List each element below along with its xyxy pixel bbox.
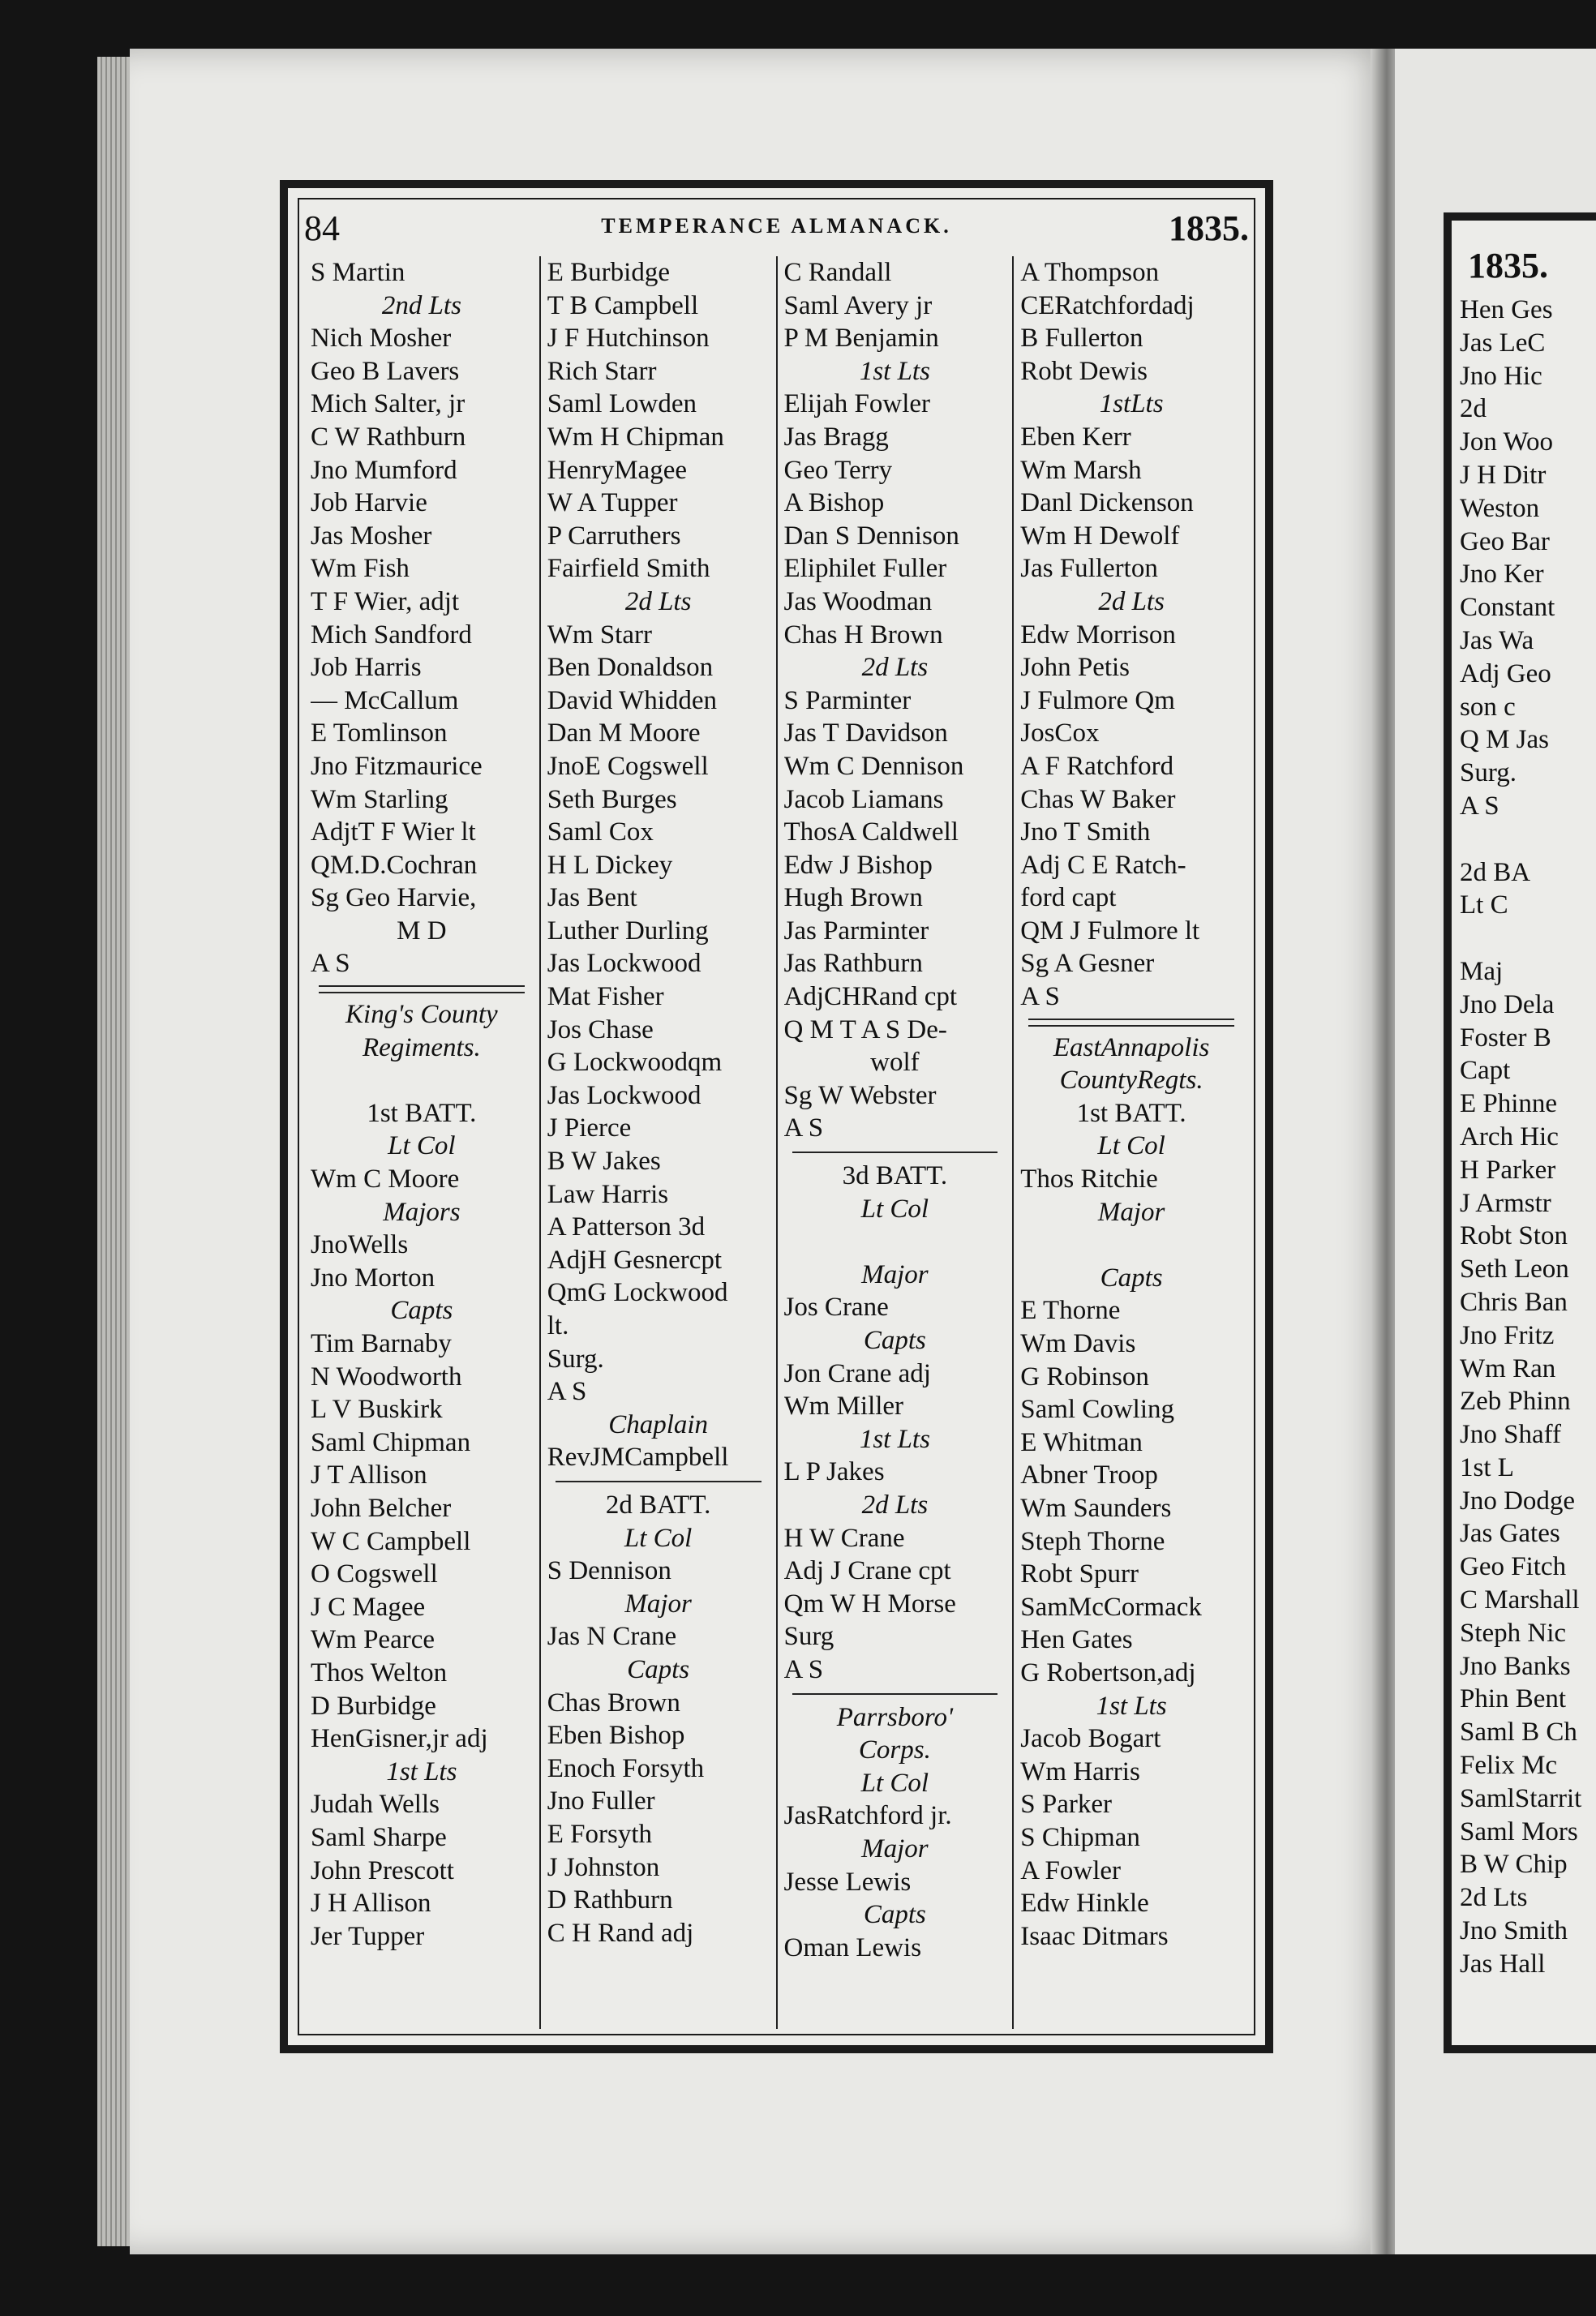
- section-heading: CountyRegts.: [1059, 1066, 1203, 1096]
- roster-entry: D Rathburn: [547, 1885, 673, 1915]
- roster-entry: T F Wier, adjt: [311, 586, 460, 616]
- roster-entry: Jas Bragg: [783, 422, 889, 452]
- roster-entry: Nich Mosher: [311, 324, 452, 354]
- section-divider: [792, 1693, 998, 1695]
- roster-entry: Jon Crane adj: [783, 1358, 931, 1388]
- section-heading: Major: [624, 1589, 692, 1619]
- section-heading: 3d BATT.: [842, 1161, 948, 1191]
- section-heading: 1stLts: [1099, 389, 1164, 419]
- roster-entry: J T Allison: [311, 1460, 427, 1490]
- roster-entry: Thos Ritchie: [1020, 1164, 1158, 1194]
- roster-entry: P Carruthers: [547, 521, 681, 551]
- roster-column: [776, 256, 1013, 2029]
- roster-entry: Isaac Ditmars: [1020, 1921, 1169, 1951]
- roster-entry: Jesse Lewis: [783, 1867, 912, 1897]
- roster-column: [304, 256, 539, 2029]
- roster-entry: Sg Geo Harvie,: [311, 883, 477, 913]
- roster-entry: Ben Donaldson: [547, 653, 714, 683]
- roster-entry: Saml Chipman: [311, 1427, 471, 1457]
- roster-entry: A Fowler: [1020, 1855, 1121, 1885]
- section-heading: Corps.: [858, 1735, 931, 1765]
- right-page-entry: B W Chip: [1460, 1850, 1568, 1880]
- section-heading: Chaplain: [608, 1409, 709, 1439]
- roster-entry: Geo Terry: [783, 455, 893, 485]
- roster-entry: ford capt: [1020, 883, 1117, 913]
- roster-column: [539, 256, 776, 2029]
- roster-entry: AdjCHRand cpt: [783, 982, 958, 1012]
- right-page-entry: SamlStarrit: [1460, 1783, 1582, 1813]
- right-page-entry: Jno Ker: [1460, 560, 1544, 590]
- roster-entry: Chas Brown: [547, 1688, 680, 1718]
- roster-entry: E Thorne: [1020, 1296, 1121, 1326]
- roster-entry: [311, 1064, 533, 1097]
- roster-entry: Wm C Dennison: [783, 751, 964, 781]
- right-page-entry: A S: [1460, 791, 1499, 821]
- roster-entry: Mat Fisher: [547, 982, 664, 1012]
- roster-entry: Saml Sharpe: [311, 1822, 447, 1852]
- roster-entry: CERatchfordadj: [1020, 290, 1195, 320]
- right-page-entry: 2d: [1460, 394, 1487, 424]
- roster-entry: Jno Fuller: [547, 1786, 655, 1816]
- section-heading: 2nd Lts: [381, 290, 461, 320]
- right-page-entry: Jno Dela: [1460, 989, 1555, 1019]
- roster-entry: Q M T A S De-: [783, 1014, 947, 1044]
- right-page-entry: Phin Bent: [1460, 1684, 1567, 1714]
- section-divider: [792, 1152, 998, 1153]
- roster-entry: ThosA Caldwell: [783, 817, 959, 847]
- right-page-entry: [1460, 823, 1596, 856]
- roster-entry: Luther Durling: [547, 916, 709, 946]
- right-page-entry: J Armstr: [1460, 1188, 1551, 1218]
- roster-entry: P M Benjamin: [783, 324, 939, 354]
- roster-entry: Hen Gates: [1020, 1625, 1133, 1655]
- roster-entry: Wm Pearce: [311, 1625, 435, 1655]
- right-page-entry: [1460, 922, 1596, 955]
- roster-entry: Edw J Bishop: [783, 850, 933, 880]
- section-heading: 1st BATT.: [1076, 1098, 1186, 1128]
- roster-entry: J H Allison: [311, 1889, 431, 1919]
- right-page-entry: Maj: [1460, 956, 1504, 986]
- roster-entry: Oman Lewis: [783, 1932, 922, 1962]
- roster-entry: Rich Starr: [547, 356, 657, 386]
- roster-entry: E Tomlinson: [311, 718, 448, 748]
- roster-entry: lt.: [547, 1311, 569, 1340]
- right-page-entry: Jas LeC: [1460, 328, 1546, 358]
- right-page-entry: Jno Dodge: [1460, 1486, 1576, 1516]
- right-page-entry: Geo Bar: [1460, 526, 1550, 556]
- running-title: TEMPERANCE ALMANACK.: [601, 214, 952, 238]
- roster-entry: H W Crane: [783, 1523, 905, 1553]
- roster-entry: JosCox: [1020, 718, 1100, 748]
- right-page-entry: C Marshall: [1460, 1585, 1580, 1615]
- roster-entry: A Thompson: [1020, 258, 1160, 287]
- roster-entry: Elijah Fowler: [783, 389, 931, 419]
- right-page-entry: Jno Banks: [1460, 1651, 1571, 1681]
- roster-entry: A S: [783, 1654, 824, 1684]
- roster-entry: Dan S Dennison: [783, 521, 959, 551]
- roster-entry: Edw Hinkle: [1020, 1889, 1149, 1919]
- roster-entry: Adj C E Ratch-: [1020, 850, 1186, 880]
- section-heading: 1st Lts: [859, 356, 930, 386]
- roster-entry: Tim Barnaby: [311, 1329, 452, 1358]
- section-heading: Lt Col: [860, 1768, 929, 1798]
- roster-column: [1012, 256, 1249, 2029]
- roster-entry: QmG Lockwood: [547, 1278, 728, 1308]
- right-page-entry: J H Ditr: [1460, 460, 1547, 490]
- roster-entry: Job Harris: [311, 653, 422, 683]
- section-heading: Lt Col: [860, 1194, 929, 1224]
- roster-entry: Eben Kerr: [1020, 422, 1131, 452]
- roster-entry: J Pierce: [547, 1113, 632, 1143]
- right-page-entry: Capt: [1460, 1056, 1511, 1086]
- right-page-entry: Foster B: [1460, 1023, 1551, 1053]
- roster-entry: Abner Troop: [1020, 1460, 1158, 1490]
- page-number: 84: [304, 208, 340, 248]
- section-heading: Major: [1097, 1197, 1165, 1227]
- roster-entry: G Robinson: [1020, 1362, 1149, 1392]
- page-year: 1835.: [1169, 208, 1249, 248]
- roster-entry: W C Campbell: [311, 1526, 471, 1556]
- right-page-entry: Arch Hic: [1460, 1122, 1559, 1152]
- right-page-entry: 2d BA: [1460, 857, 1531, 887]
- roster-entry: Wm Marsh: [1020, 455, 1142, 485]
- roster-entry: B Fullerton: [1020, 324, 1143, 354]
- roster-entry: Jno T Smith: [1020, 817, 1151, 847]
- roster-entry: Dan M Moore: [547, 718, 701, 748]
- roster-entry: Mich Sandford: [311, 620, 472, 650]
- roster-entry: Wm Fish: [311, 554, 410, 584]
- section-divider: [1028, 1019, 1234, 1027]
- roster-entry: Wm H Dewolf: [1020, 521, 1180, 551]
- roster-entry: Jas Rathburn: [783, 949, 923, 979]
- roster-entry: HenGisner,jr adj: [311, 1724, 488, 1754]
- roster-entry: C Randall: [783, 258, 892, 287]
- right-page-entry: Jno Smith: [1460, 1916, 1568, 1946]
- roster-entry: SamMcCormack: [1020, 1592, 1202, 1622]
- section-heading: 2d Lts: [861, 653, 929, 683]
- section-heading: M D: [397, 916, 447, 946]
- right-page-entry: Zeb Phinn: [1460, 1387, 1571, 1417]
- right-page-entry: Jas Gates: [1460, 1519, 1560, 1549]
- roster-entry: Mich Salter, jr: [311, 389, 466, 419]
- right-page-entry: Chris Ban: [1460, 1287, 1568, 1317]
- roster-entry: Saml Lowden: [547, 389, 697, 419]
- roster-entry: S Parminter: [783, 685, 912, 715]
- roster-entry: O Cogswell: [311, 1559, 438, 1589]
- section-heading: Capts: [863, 1900, 926, 1930]
- roster-entry: E Whitman: [1020, 1427, 1143, 1457]
- roster-entry: S Dennison: [547, 1556, 671, 1586]
- roster-entry: B W Jakes: [547, 1147, 661, 1177]
- roster-entry: Saml Cox: [547, 817, 654, 847]
- right-page-entry: Jno Fritz: [1460, 1320, 1555, 1350]
- roster-entry: Geo B Lavers: [311, 356, 460, 386]
- page-header: [304, 204, 1249, 250]
- roster-entry: H L Dickey: [547, 850, 673, 880]
- right-page-entry: Felix Mc: [1460, 1751, 1558, 1781]
- roster-entry: Fairfield Smith: [547, 554, 710, 584]
- right-page-entry: 2d Lts: [1460, 1883, 1528, 1913]
- roster-entry: Jno Mumford: [311, 455, 457, 485]
- right-page-year: 1835.: [1468, 246, 1548, 285]
- roster-entry: Sg W Webster: [783, 1080, 937, 1110]
- right-page-entry: E Phinne: [1460, 1089, 1558, 1119]
- section-divider: [556, 1481, 762, 1482]
- roster-entry: E Forsyth: [547, 1819, 653, 1849]
- roster-entry: Seth Burges: [547, 784, 677, 814]
- roster-entry: A Patterson 3d: [547, 1212, 706, 1242]
- roster-entry: Jos Crane: [783, 1293, 889, 1323]
- roster-entry: Enoch Forsyth: [547, 1753, 705, 1783]
- roster-entry: AdjH Gesnercpt: [547, 1245, 723, 1275]
- section-heading: wolf: [870, 1048, 920, 1078]
- roster-entry: Jacob Bogart: [1020, 1724, 1161, 1754]
- right-page-entry: Constant: [1460, 593, 1555, 623]
- roster-entry: Edw Morrison: [1020, 620, 1176, 650]
- right-page-entry: Lt C: [1460, 890, 1508, 920]
- roster-entry: Jno Morton: [311, 1263, 435, 1293]
- roster-entry: T B Campbell: [547, 290, 699, 320]
- roster-entry: J Fulmore Qm: [1020, 685, 1175, 715]
- roster-entry: Jas Bent: [547, 883, 637, 913]
- roster-entry: S Parker: [1020, 1790, 1112, 1820]
- roster-entry: Danl Dickenson: [1020, 488, 1194, 518]
- right-page-entry: Q M Jas: [1460, 725, 1550, 755]
- section-heading: EastAnnapolis: [1053, 1032, 1210, 1062]
- roster-entry: David Whidden: [547, 685, 718, 715]
- roster-entry: A S: [311, 949, 350, 979]
- roster-entry: A S: [783, 1113, 824, 1143]
- roster-entry: J Johnston: [547, 1852, 660, 1882]
- section-divider: [319, 985, 525, 993]
- roster-entry: Chas H Brown: [783, 620, 943, 650]
- roster-entry: Saml Cowling: [1020, 1395, 1175, 1425]
- roster-entry: Sg A Gesner: [1020, 949, 1155, 979]
- right-page-lines: [1460, 294, 1596, 1981]
- roster-entry: Jas N Crane: [547, 1622, 677, 1652]
- roster-entry: C W Rathburn: [311, 422, 466, 452]
- section-heading: 1st Lts: [1096, 1691, 1167, 1721]
- roster-entry: Wm C Moore: [311, 1164, 460, 1194]
- left-page-frame: [280, 180, 1273, 2053]
- right-page-entry: son c: [1460, 692, 1516, 722]
- roster-entry: Adj J Crane cpt: [783, 1556, 951, 1586]
- roster-entry: S Chipman: [1020, 1822, 1140, 1852]
- roster-entry: A Bishop: [783, 488, 885, 518]
- roster-entry: QM.D.Cochran: [311, 850, 478, 880]
- right-page-entry: Weston: [1460, 493, 1540, 523]
- roster-entry: Jas Lockwood: [547, 1080, 701, 1110]
- roster-entry: Jas T Davidson: [783, 718, 948, 748]
- right-page-entry: Jas Wa: [1460, 625, 1534, 655]
- section-heading: 1st Lts: [386, 1756, 457, 1786]
- section-heading: Major: [861, 1834, 929, 1864]
- roster-entry: D Burbidge: [311, 1691, 436, 1721]
- right-page-entry: Surg.: [1460, 758, 1517, 788]
- roster-entry: Hugh Brown: [783, 883, 923, 913]
- roster-entry: John Belcher: [311, 1493, 452, 1523]
- roster-entry: Wm Saunders: [1020, 1493, 1172, 1523]
- roster-entry: — McCallum: [311, 685, 459, 715]
- roster-entry: [784, 1225, 1006, 1259]
- roster-entry: John Petis: [1020, 653, 1130, 683]
- right-page-entry: Saml Mors: [1460, 1816, 1578, 1846]
- roster-entry: L P Jakes: [783, 1457, 885, 1487]
- right-page-entry: Geo Fitch: [1460, 1552, 1567, 1582]
- roster-entry: Jas Woodman: [783, 586, 933, 616]
- roster-entry: Qm W H Morse: [783, 1589, 956, 1619]
- roster-entry: Surg: [783, 1622, 834, 1652]
- right-page-entry: Steph Nic: [1460, 1618, 1567, 1648]
- right-page-frame: [1444, 212, 1596, 2053]
- roster-entry: N Woodworth: [311, 1362, 462, 1392]
- roster-entry: J F Hutchinson: [547, 324, 710, 354]
- section-heading: Lt Col: [388, 1131, 456, 1161]
- right-page-entry: Jno Hic: [1460, 361, 1542, 391]
- roster-entry: Robt Dewis: [1020, 356, 1148, 386]
- roster-entry: JnoWells: [311, 1230, 409, 1260]
- section-heading: Capts: [1100, 1263, 1163, 1293]
- roster-entry: Jas Parminter: [783, 916, 929, 946]
- roster-entry: L V Buskirk: [311, 1395, 443, 1425]
- section-heading: 2d Lts: [1098, 586, 1165, 616]
- section-heading: Capts: [863, 1326, 926, 1355]
- roster-entry: RevJMCampbell: [547, 1443, 729, 1473]
- roster-entry: Saml Avery jr: [783, 290, 933, 320]
- right-page-entry: Saml B Ch: [1460, 1718, 1577, 1748]
- roster-entry: Wm Davis: [1020, 1329, 1136, 1358]
- roster-entry: Jer Tupper: [311, 1921, 425, 1951]
- section-heading: 2d BATT.: [605, 1490, 711, 1520]
- roster-entry: A S: [547, 1377, 587, 1407]
- roster-entry: Jos Chase: [547, 1014, 654, 1044]
- roster-entry: Steph Thorne: [1020, 1526, 1165, 1556]
- right-page-entry: Robt Ston: [1460, 1221, 1568, 1251]
- right-page-entry: Adj Geo: [1460, 658, 1551, 688]
- right-page-entry: Seth Leon: [1460, 1254, 1569, 1285]
- roster-entry: Wm Starling: [311, 784, 448, 814]
- section-heading: Capts: [390, 1296, 453, 1326]
- roster-entry: Eben Bishop: [547, 1721, 685, 1751]
- roster-entry: Thos Welton: [311, 1658, 448, 1688]
- section-heading: Lt Col: [1097, 1131, 1165, 1161]
- roster-entry: HenryMagee: [547, 455, 688, 485]
- roster-entry: Chas W Baker: [1020, 784, 1176, 814]
- roster-entry: Job Harvie: [311, 488, 427, 518]
- roster-entry: E Burbidge: [547, 258, 670, 287]
- roster-entry: A S: [1020, 982, 1060, 1012]
- roster-entry: AdjtT F Wier lt: [311, 817, 476, 847]
- right-page-entry: Jno Shaff: [1460, 1420, 1561, 1450]
- right-page-entry: Wm Ran: [1460, 1353, 1556, 1383]
- roster-entry: QM J Fulmore lt: [1020, 916, 1200, 946]
- roster-entry: JasRatchford jr.: [783, 1801, 952, 1831]
- roster-entry: C H Rand adj: [547, 1918, 694, 1948]
- section-heading: Majors: [383, 1197, 461, 1227]
- roster-entry: Wm Miller: [783, 1392, 904, 1422]
- roster-entry: JnoE Cogswell: [547, 751, 709, 781]
- roster-entry: John Prescott: [311, 1855, 454, 1885]
- roster-entry: G Robertson,adj: [1020, 1658, 1196, 1688]
- roster-entry: S Martin: [311, 258, 405, 287]
- section-heading: Lt Col: [624, 1523, 693, 1553]
- roster-entry: J C Magee: [311, 1592, 426, 1622]
- roster-entry: Robt Spurr: [1020, 1559, 1139, 1589]
- right-page-entry: Jon Woo: [1460, 427, 1554, 457]
- right-page-entry: Hen Ges: [1460, 295, 1553, 324]
- roster-columns: [304, 256, 1249, 2029]
- section-heading: Capts: [627, 1654, 690, 1684]
- section-heading: Major: [861, 1259, 929, 1289]
- section-heading: 2d Lts: [861, 1490, 929, 1520]
- roster-entry: Wm H Chipman: [547, 422, 724, 452]
- roster-entry: Jno Fitzmaurice: [311, 751, 483, 781]
- roster-entry: Jas Lockwood: [547, 949, 701, 979]
- roster-entry: Jacob Liamans: [783, 784, 944, 814]
- right-page-entry: H Parker: [1460, 1155, 1556, 1185]
- section-heading: King's County: [345, 1000, 498, 1030]
- roster-entry: Judah Wells: [311, 1790, 440, 1820]
- right-page-entry: 1st L: [1460, 1452, 1514, 1482]
- right-page-entry: Jas Hall: [1460, 1949, 1546, 1979]
- roster-entry: [1020, 1229, 1242, 1262]
- section-heading: Regiments.: [363, 1032, 481, 1062]
- roster-entry: Surg.: [547, 1344, 604, 1374]
- section-heading: 1st BATT.: [367, 1098, 477, 1128]
- roster-entry: G Lockwoodqm: [547, 1048, 723, 1078]
- roster-entry: Jas Mosher: [311, 521, 432, 551]
- section-heading: 2d Lts: [624, 586, 692, 616]
- section-heading: Parrsboro': [836, 1702, 954, 1732]
- roster-entry: Wm Starr: [547, 620, 652, 650]
- roster-entry: Law Harris: [547, 1179, 669, 1209]
- roster-entry: Jas Fullerton: [1020, 554, 1158, 584]
- roster-entry: W A Tupper: [547, 488, 678, 518]
- section-heading: 1st Lts: [859, 1424, 930, 1454]
- roster-entry: Eliphilet Fuller: [783, 554, 947, 584]
- roster-entry: A F Ratchford: [1020, 751, 1174, 781]
- roster-entry: Wm Harris: [1020, 1756, 1140, 1786]
